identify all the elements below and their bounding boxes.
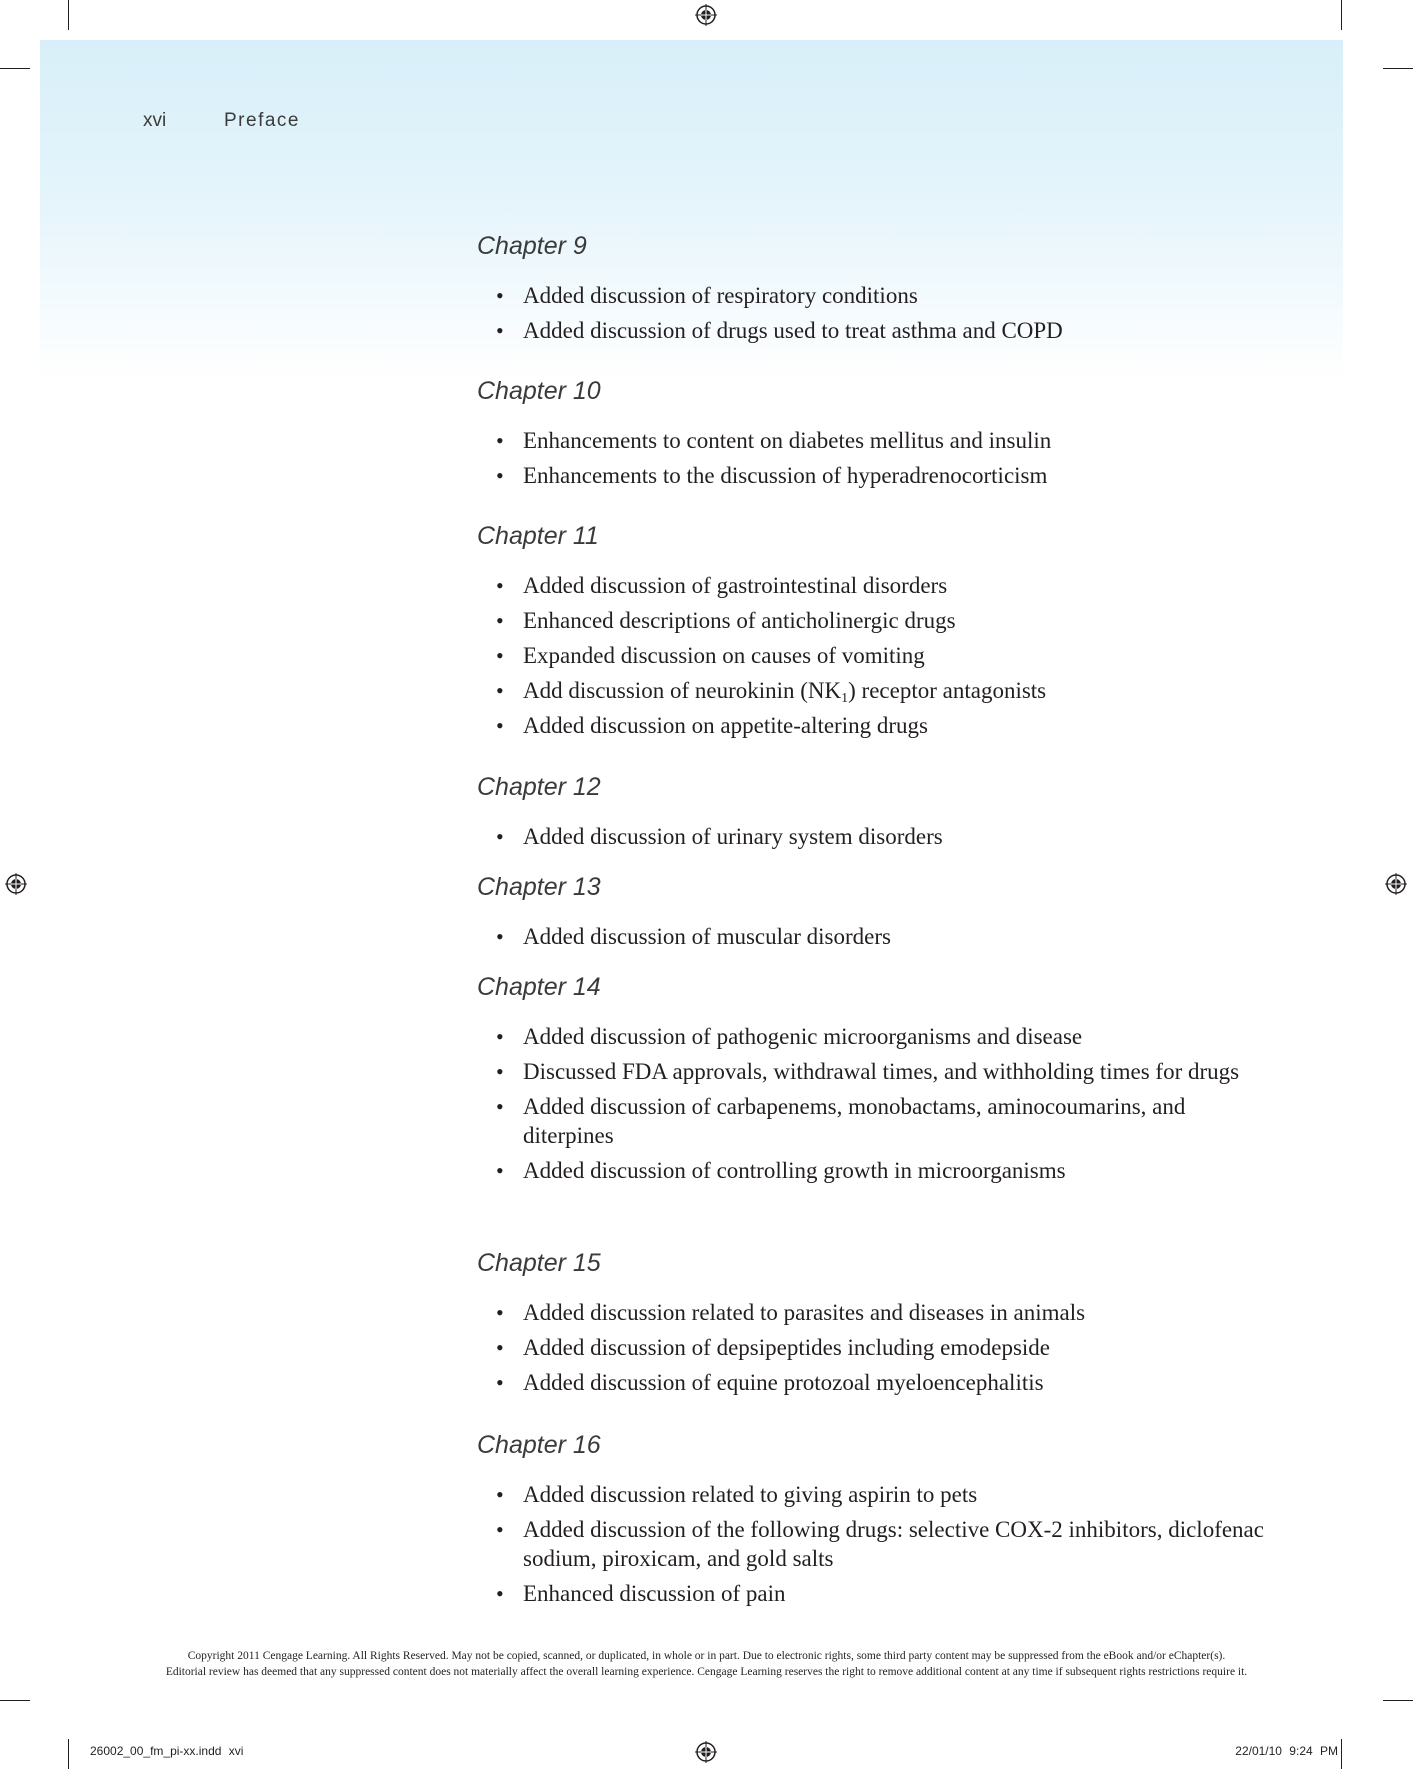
page-folio: xvi xyxy=(143,110,167,131)
chapter-section xyxy=(477,521,1267,746)
list-item: • Added discussion of pathogenic microorganisms and disease xyxy=(477,1022,1267,1051)
list-item: • Added discussion related to parasites and diseases in animals xyxy=(477,1298,1267,1327)
list-item: • Enhanced discussion of pain xyxy=(477,1579,1267,1608)
registration-target-icon xyxy=(695,4,717,26)
chapter-heading: Chapter 12 xyxy=(477,773,601,801)
list-item-text: ) receptor antagonists xyxy=(848,678,1047,703)
change-list xyxy=(477,1480,1267,1608)
list-item: • Added discussion related to giving aspirin to pets xyxy=(477,1480,1267,1509)
change-list xyxy=(477,922,1267,951)
chapter-section xyxy=(477,972,1267,1191)
list-item-text: Add discussion of neurokinin (NK xyxy=(523,678,842,703)
change-list xyxy=(477,281,1267,345)
file-slug: 26002_00_fm_pi-xx.indd xvi xyxy=(90,1744,244,1758)
chapter-heading: Chapter 9 xyxy=(477,232,587,260)
list-item xyxy=(477,676,1267,705)
list-item: • Expanded discussion on causes of vomiting xyxy=(477,641,1267,670)
chapter-section xyxy=(477,376,1267,496)
crop-mark xyxy=(1383,1700,1413,1701)
list-item: • Added discussion of urinary system disorders xyxy=(477,822,1267,851)
change-list xyxy=(477,426,1267,490)
change-list xyxy=(477,1022,1267,1185)
subscript: 1 xyxy=(841,691,849,706)
list-item: • Added discussion of controlling growth in microorganisms xyxy=(477,1156,1267,1185)
chapter-section xyxy=(477,772,1267,857)
chapter-heading: Chapter 14 xyxy=(477,973,601,1001)
crop-mark xyxy=(0,1700,30,1701)
crop-mark xyxy=(0,68,30,69)
crop-mark xyxy=(1383,68,1413,69)
list-item: • Added discussion of equine protozoal myeloencephalitis xyxy=(477,1368,1267,1397)
change-list xyxy=(477,571,1267,740)
copyright-line: Copyright 2011 Cengage Learning. All Rights Reserved. May not be copied, scanned, or duplicated, in whole or in part. Due to electronic rights, some third party content may be suppressed from the eBook and/or eChapter(s). xyxy=(187,1650,1226,1662)
registration-target-icon xyxy=(5,873,27,895)
change-list xyxy=(477,1298,1267,1397)
chapter-heading: Chapter 16 xyxy=(477,1431,601,1459)
list-item: • Enhanced descriptions of anticholinergic drugs xyxy=(477,606,1267,635)
list-item: • Added discussion of depsipeptides including emodepside xyxy=(477,1333,1267,1362)
list-item: • Added discussion of respiratory conditions xyxy=(477,281,1267,310)
chapter-section xyxy=(477,872,1267,957)
list-item: • Discussed FDA approvals, withdrawal times, and withholding times for drugs xyxy=(477,1057,1267,1086)
list-item: • Added discussion of muscular disorders xyxy=(477,922,1267,951)
list-item: • Enhancements to the discussion of hyperadrenocorticism xyxy=(477,461,1267,490)
crop-mark xyxy=(68,0,69,30)
crop-mark xyxy=(68,1739,69,1769)
change-list xyxy=(477,822,1267,851)
chapter-heading: Chapter 15 xyxy=(477,1249,601,1277)
list-item: • Enhancements to content on diabetes mellitus and insulin xyxy=(477,426,1267,455)
chapter-heading: Chapter 13 xyxy=(477,873,601,901)
crop-mark xyxy=(1341,1739,1342,1769)
chapter-heading: Chapter 11 xyxy=(477,522,599,550)
chapter-section xyxy=(477,231,1267,351)
registration-target-icon xyxy=(1385,873,1407,895)
crop-mark xyxy=(1341,0,1342,30)
date-slug: 22/01/10 9:24 PM xyxy=(1235,1744,1338,1758)
chapter-heading: Chapter 10 xyxy=(477,377,601,405)
list-item: • Added discussion of the following drugs: selective COX-2 inhibitors, diclofenac sodium, piroxicam, and gold salts xyxy=(477,1515,1267,1573)
running-title: Preface xyxy=(224,110,300,131)
list-item: • Added discussion of carbapenems, monobactams, aminocoumarins, and diterpines xyxy=(477,1092,1267,1150)
chapter-section xyxy=(477,1430,1267,1614)
chapter-section xyxy=(477,1248,1267,1403)
list-item: • Added discussion of gastrointestinal disorders xyxy=(477,571,1267,600)
list-item: • Added discussion on appetite-altering drugs xyxy=(477,711,1267,740)
copyright-line: Editorial review has deemed that any suppressed content does not materially affect the overall learning experience. Cengage Learning reserves the right to remove additional content at any time if subsequent rights restrictions require it. xyxy=(165,1666,1248,1678)
list-item: • Added discussion of drugs used to treat asthma and COPD xyxy=(477,316,1267,345)
copyright-notice xyxy=(60,1648,1353,1680)
running-head xyxy=(143,110,300,132)
registration-target-icon xyxy=(695,1741,717,1763)
